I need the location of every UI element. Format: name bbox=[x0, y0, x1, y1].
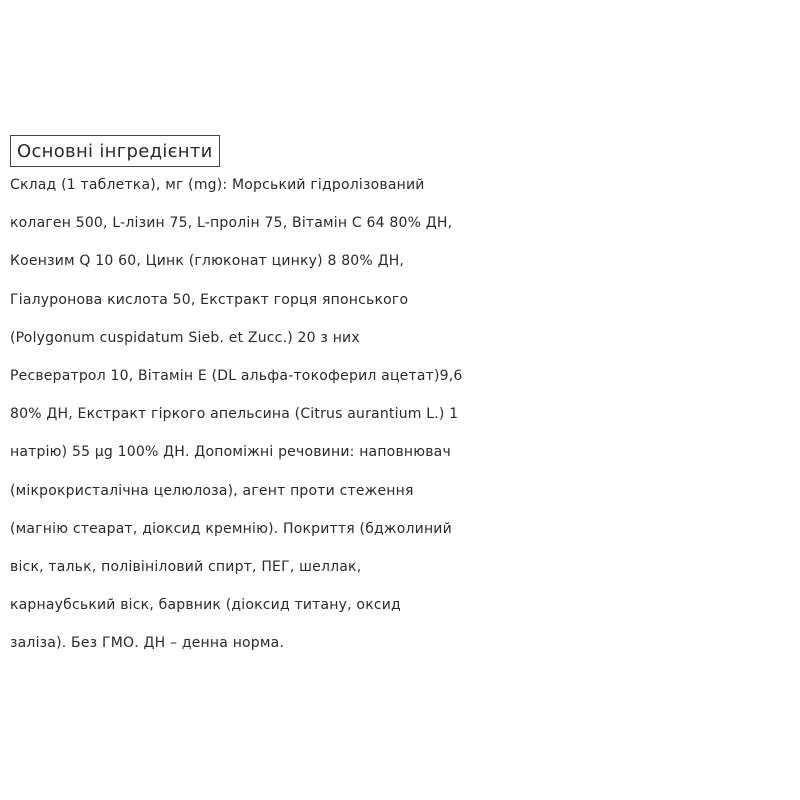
text-line: (мікрокристалічна целюлоза), агент проти стеження bbox=[10, 482, 414, 499]
section-heading: Основні інгредієнти bbox=[10, 135, 220, 167]
text-line: Коензим Q 10 60, Цинк (глюконат цинку) 8 80% ДН, bbox=[10, 253, 405, 270]
text-line: Гіалуронова кислота 50, Екстракт горця японського bbox=[10, 291, 409, 308]
text-line: (магнію стеарат, діоксид кремнію). Покриття (бджолиний bbox=[10, 520, 452, 537]
text-line: карнаубський віск, барвник (діоксид титану, оксид bbox=[10, 597, 401, 614]
text-line: Склад (1 таблетка), мг (mg): Морський гідролізований bbox=[10, 177, 425, 193]
text-line: натрію) 55 µg 100% ДН. Допоміжні речовини: наповнювач bbox=[10, 444, 451, 461]
text-line: (Polygonum cuspidatum Sieb. et Zucc.) 20 з них bbox=[10, 329, 360, 346]
text-line: Ресвератрол 10, Вітамін Е (DL альфа-токоферил ацетат)9,6 bbox=[10, 367, 463, 384]
text-line: колаген 500, L-лізин 75, L-пролін 75, Вітамін С 64 80% ДН, bbox=[10, 215, 453, 232]
text-line: 80% ДН, Екстракт гіркого апельсина (Citrus aurantium L.) 1 bbox=[10, 406, 459, 423]
ingredients-text bbox=[10, 166, 800, 662]
text-line: заліза). Без ГМО. ДН – денна норма. bbox=[10, 635, 285, 652]
text-line: віск, тальк, полівініловий спирт, ПЕГ, шеллак, bbox=[10, 558, 362, 575]
